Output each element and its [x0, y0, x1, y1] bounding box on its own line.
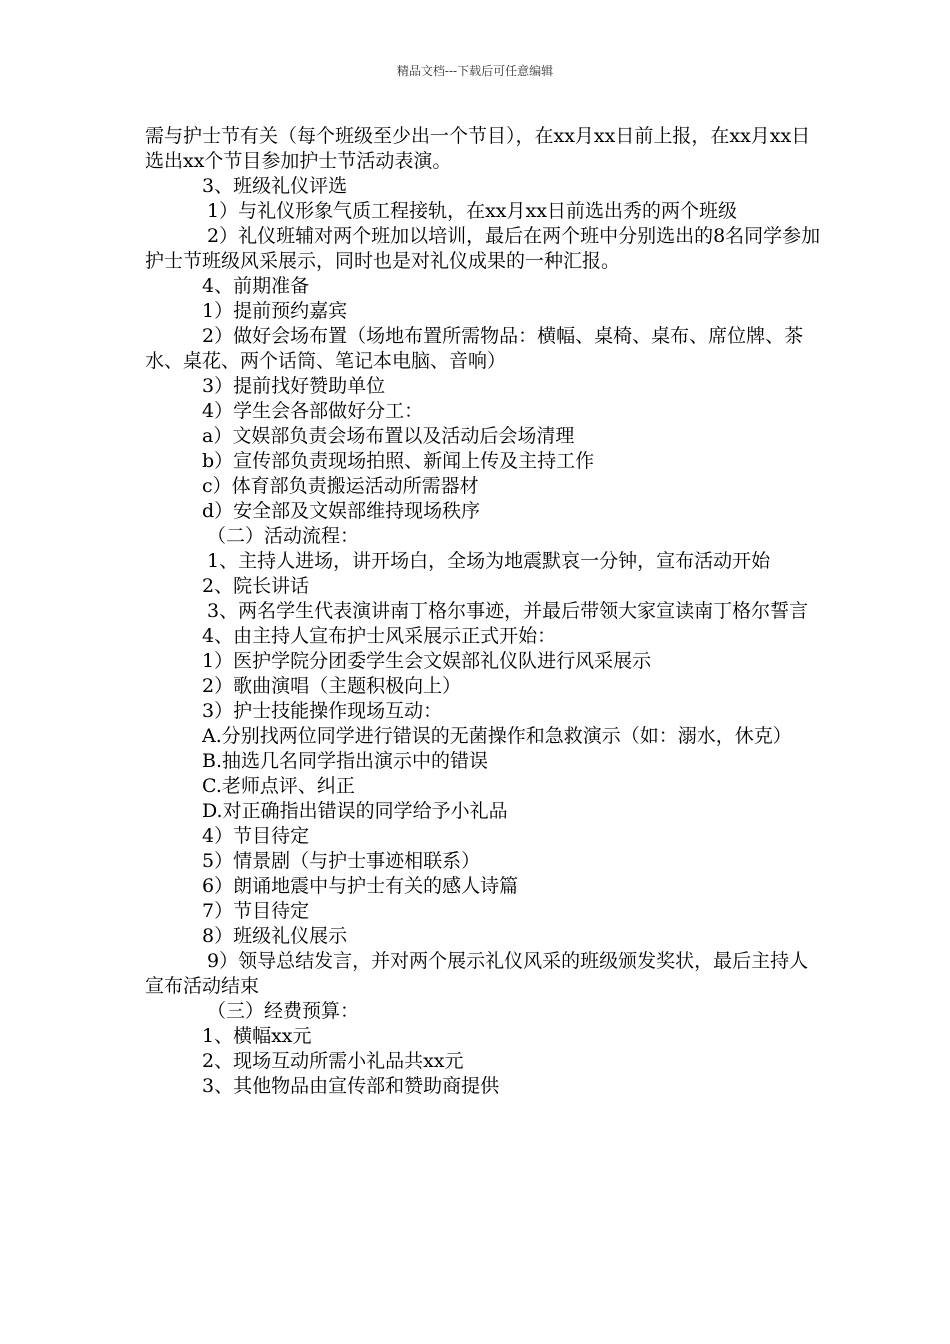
paragraph: 3）提前找好赞助单位 — [202, 375, 386, 397]
paragraph: 2、院长讲话 — [202, 575, 310, 597]
paragraph: 4）学生会各部做好分工： — [202, 400, 424, 422]
paragraph: 1）医护学院分团委学生会文娱部礼仪队进行风采展示 — [202, 650, 652, 672]
paragraph: 1）提前预约嘉宾 — [202, 300, 348, 322]
paragraph: 6）朗诵地震中与护士有关的感人诗篇 — [202, 875, 519, 897]
paragraph: C.老师点评、纠正 — [202, 775, 355, 797]
document-body — [145, 124, 825, 1099]
paragraph: 2、现场互动所需小礼品共xx元 — [202, 1050, 464, 1072]
paragraph: 3、其他物品由宣传部和赞助商提供 — [202, 1075, 500, 1097]
paragraph: d）安全部及文娱部维持现场秩序 — [202, 500, 481, 522]
paragraph: 1、主持人进场，讲开场白，全场为地震默哀一分钟，宣布活动开始 — [207, 550, 771, 572]
paragraph: 1、横幅xx元 — [202, 1025, 312, 1047]
paragraph: 3、两名学生代表演讲南丁格尔事迹，并最后带领大家宣读南丁格尔誓言 — [207, 600, 809, 622]
page-header: 精品文档---下载后可任意编辑 — [396, 64, 554, 78]
paragraph: 7）节目待定 — [202, 900, 310, 922]
paragraph: B.抽选几名同学指出演示中的错误 — [202, 750, 489, 772]
paragraph: 4）节目待定 — [202, 825, 310, 847]
paragraph: 4、前期准备 — [202, 275, 310, 297]
paragraph: 3、班级礼仪评选 — [202, 175, 348, 197]
paragraph: a）文娱部负责会场布置以及活动后会场清理 — [202, 425, 575, 447]
paragraph: 1）与礼仪形象气质工程接轨，在xx月xx日前选出秀的两个班级 — [207, 200, 737, 222]
paragraph: 4、由主持人宣布护士风采展示正式开始： — [202, 625, 557, 647]
paragraph: （二）活动流程： — [207, 525, 360, 547]
paragraph: 5）情景剧（与护士事迹相联系） — [202, 850, 481, 872]
paragraph: 2）歌曲演唱（主题积极向上） — [202, 675, 462, 697]
paragraph: A.分别找两位同学进行错误的无菌操作和急救演示（如：溺水，休克） — [202, 725, 792, 747]
paragraph: 需与护士节有关（每个班级至少出一个节目），在xx月xx日前上报，在xx月xx日选出xx个节目参加护士节活动表演。 — [145, 125, 811, 172]
paragraph: b）宣传部负责现场拍照、新闻上传及主持工作 — [202, 450, 595, 472]
paragraph: 9）领导总结发言，并对两个展示礼仪风采的班级颁发奖状，最后主持人宣布活动结束 — [145, 950, 809, 997]
paragraph: （三）经费预算： — [207, 1000, 360, 1022]
paragraph: 8）班级礼仪展示 — [202, 925, 348, 947]
paragraph: 2）做好会场布置（场地布置所需物品：横幅、桌椅、桌布、席位牌、茶水、桌花、两个话筒、笔记本电脑、音响） — [145, 325, 804, 372]
paragraph: 3）护士技能操作现场互动： — [202, 700, 443, 722]
paragraph: D.对正确指出错误的同学给予小礼品 — [202, 800, 508, 822]
paragraph: 2）礼仪班辅对两个班加以培训，最后在两个班中分别选出的8名同学参加护士节班级风采展示，同时也是对礼仪成果的一种汇报。 — [145, 225, 821, 272]
paragraph: c）体育部负责搬运活动所需器材 — [202, 475, 479, 497]
